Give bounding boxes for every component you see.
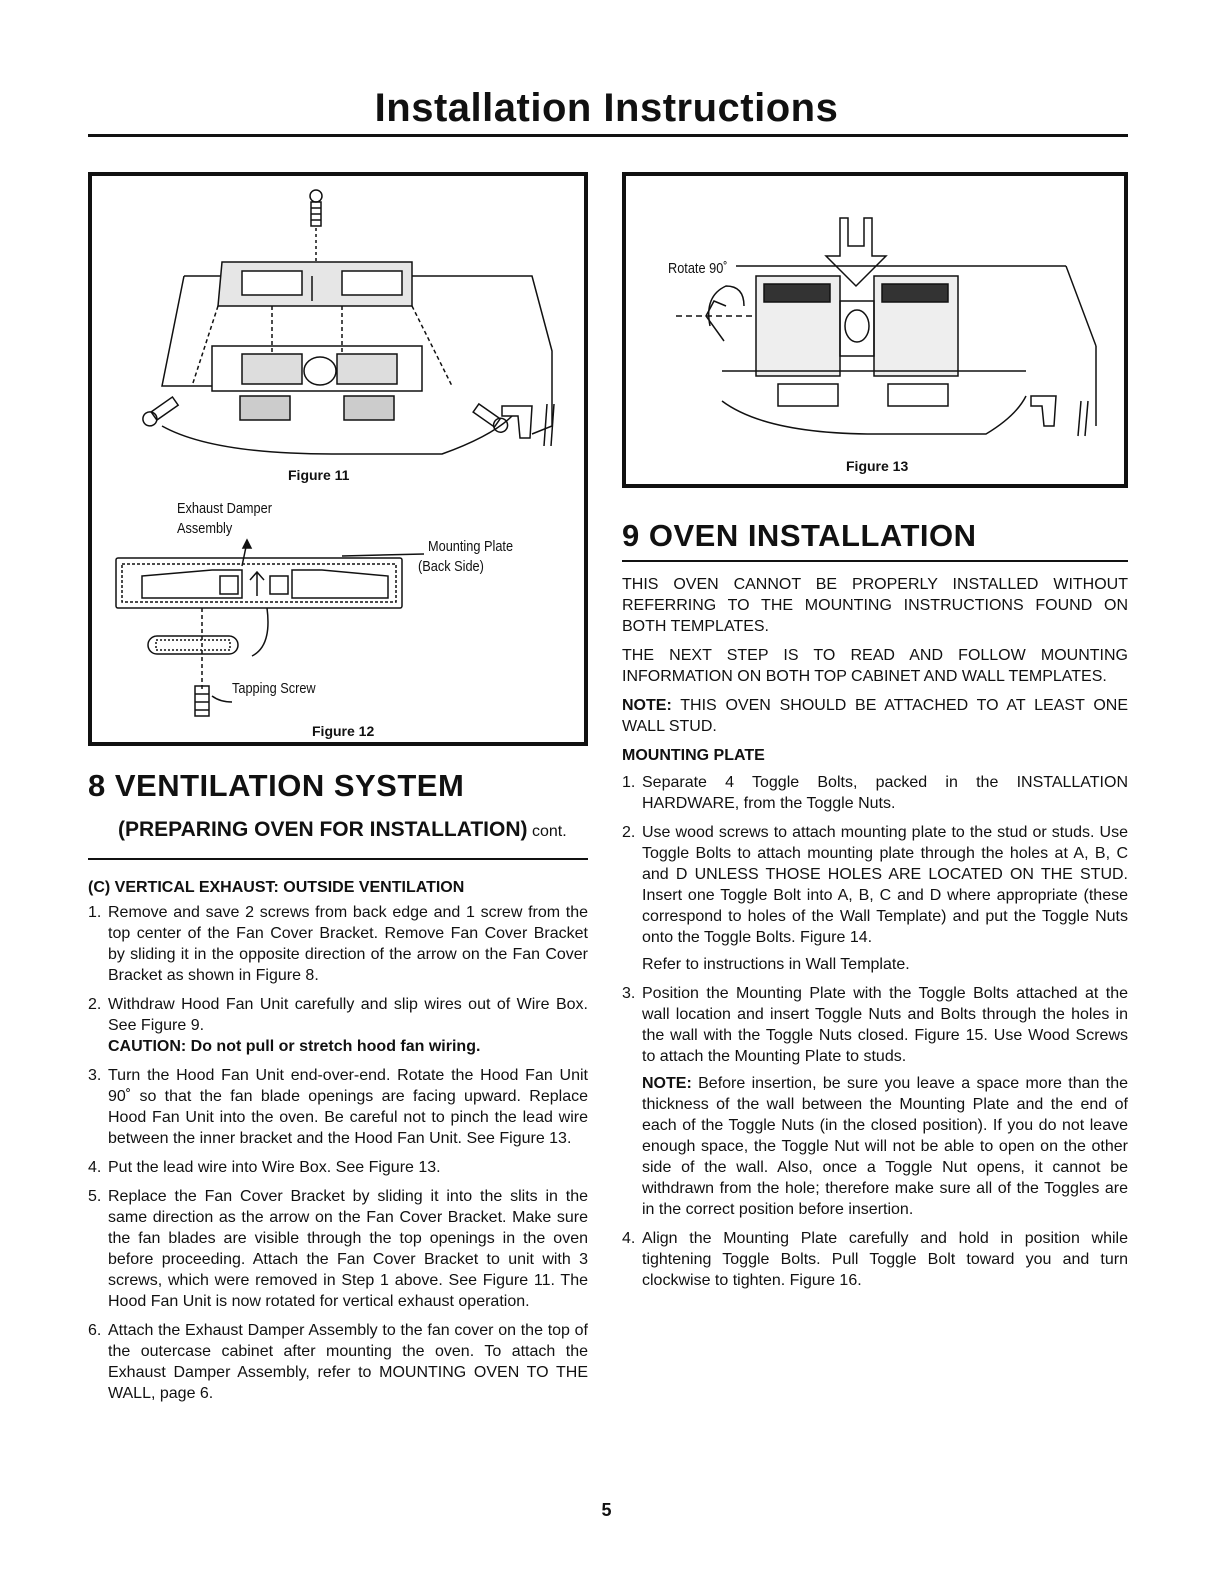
figure-11-illustration [92, 176, 584, 466]
section-8-subheading-cont: cont. [531, 823, 567, 840]
caution-text: CAUTION: Do not pull or stretch hood fan wiring. [108, 1038, 481, 1055]
subsection-c-heading: (C) VERTICAL EXHAUST: OUTSIDE VENTILATION [88, 879, 465, 896]
section-8-rule [88, 858, 588, 860]
oven-note: NOTE: THIS OVEN SHOULD BE ATTACHED TO AT LEAST ONE WALL STUD. [622, 697, 1128, 735]
label-rotate-90: Rotate 90˚ [668, 260, 728, 277]
mount-step-3-note: NOTE: Before insertion, be sure you leave a space more than the thickness of the wall between the Mounting Plate and the end of each of the Toggle Nuts (in the closed position). If you do not leave enough space, the Toggle Nut will not be able to open on the other side of the wall. Also, once a Toggle Nut opens, it cannot be withdrawn from the hole; therefore make sure all of the Toggles are in the correct position before insertion. [642, 1075, 1128, 1218]
section-8-subheading-wrap [118, 818, 567, 842]
title-rule [88, 134, 1128, 137]
figure-12-illustration [92, 536, 584, 726]
label-mounting-plate-2: (Back Side) [418, 558, 484, 575]
section-8-heading: 8 VENTILATION SYSTEM [88, 768, 465, 803]
section-9-body [622, 574, 1128, 1299]
label-mounting-plate-1: Mounting Plate [428, 538, 514, 555]
vent-step-6: 6. Attach the Exhaust Damper Assembly to the fan cover on the top of the outercase cabinet after mounting the oven. To attach the Exhaust Damper Assembly, refer to MOUNTING OVEN TO THE WALL, page 6. [88, 1322, 588, 1402]
vent-step-2: 2. Withdraw Hood Fan Unit carefully and slip wires out of Wire Box. See Figure 9. CAUTION: Do not pull or stretch hood fan wiring. [88, 996, 588, 1055]
section-8-subheading: (PREPARING OVEN FOR INSTALLATION) [118, 818, 528, 841]
oven-para-1: THIS OVEN CANNOT BE PROPERLY INSTALLED WITHOUT REFERRING TO THE MOUNTING INSTRUCTIONS FOUND ON BOTH TEMPLATES. [622, 576, 1128, 635]
label-tapping-screw: Tapping Screw [232, 680, 316, 697]
figure-13-illustration [626, 176, 1124, 446]
vent-step-3: 3. Turn the Hood Fan Unit end-over-end. Rotate the Hood Fan Unit 90˚ so that the fan blade openings are facing upward. Replace Hood Fan Unit into the oven. Be careful not to pinch the lead wire between the inner bracket and the Hood Fan Unit. See Figure 13. [88, 1067, 588, 1147]
figure-13-caption: Figure 13 [846, 458, 909, 474]
label-exhaust-damper-1: Exhaust Damper [177, 500, 272, 517]
vent-step-1: 1. Remove and save 2 screws from back edge and 1 screw from the top center of the Fan Cover Bracket. Remove Fan Cover Bracket by sliding it in the opposite direction of the arrow on the Fan Cover Bracket as shown in Figure 8. [88, 904, 588, 984]
section-8-body [88, 877, 588, 1412]
figure-box-13 [622, 172, 1128, 488]
vent-step-5: 5. Replace the Fan Cover Bracket by sliding it into the slits in the same direction as the arrow on the Fan Cover Bracket. Make sure the fan blades are visible through the top openings in the oven before proceeding. Attach the Fan Cover Bracket to unit with 3 screws, which were removed in Step 1 above. See Figure 11. The Hood Fan Unit is now rotated for vertical exhaust operation. [88, 1188, 588, 1310]
figure-box-11-12 [88, 172, 588, 746]
mount-step-4: 4. Align the Mounting Plate carefully and hold in position while tightening Toggle Bolts. Pull Toggle Bolt toward you and turn clockwise to tighten. Figure 16. [622, 1230, 1128, 1289]
page-number: 5 [601, 1500, 612, 1520]
label-exhaust-damper-2: Assembly [177, 520, 233, 537]
section-9-rule [622, 560, 1128, 562]
vent-step-4: 4. Put the lead wire into Wire Box. See Figure 13. [88, 1159, 441, 1176]
mounting-plate-heading: MOUNTING PLATE [622, 747, 765, 764]
mount-step-1: 1. Separate 4 Toggle Bolts, packed in the INSTALLATION HARDWARE, from the Toggle Nuts. [622, 774, 1128, 812]
mount-step-2-extra: Refer to instructions in Wall Template. [642, 956, 910, 973]
page-title: Installation Instructions [374, 86, 839, 130]
section-9-heading: 9 OVEN INSTALLATION [622, 518, 977, 553]
figure-11-caption: Figure 11 [288, 467, 350, 483]
oven-para-2: THE NEXT STEP IS TO READ AND FOLLOW MOUNTING INFORMATION ON BOTH TOP CABINET AND WALL TEMPLATES. [622, 647, 1128, 685]
mount-step-2: 2. Use wood screws to attach mounting plate to the stud or studs. Use Toggle Bolts to attach mounting plate through the holes at A, B, C and D UNLESS THOSE HOLES ARE LOCATED ON THE STUD. Insert one Toggle Bolt into A, B, C and D where appropriate (these correspond to holes of the Wall Template) and put the Toggle Nuts onto the Toggle Bolts. Figure 14. Refer to instructions in Wall Template. [622, 824, 1128, 973]
mount-step-3: 3. Position the Mounting Plate with the Toggle Bolts attached at the wall location and insert Toggle Nuts and Bolts through the holes in the wall with the Toggle Nuts closed. Figure 15. Use Wood Screws to attach the Mounting Plate to studs. NOTE: Before insertion, be sure you leave a space more than the thickness of the wall between the Mounting Plate and the end of each of the Toggle Nuts (in the closed position). If you do not leave enough space, the Toggle Nut will not be able to open on the other side of the wall. Also, once a Toggle Nut opens, it cannot be withdrawn from the hole; therefore make sure all of the Toggles are in the correct position before insertion. [622, 985, 1128, 1218]
figure-12-caption: Figure 12 [312, 723, 375, 739]
